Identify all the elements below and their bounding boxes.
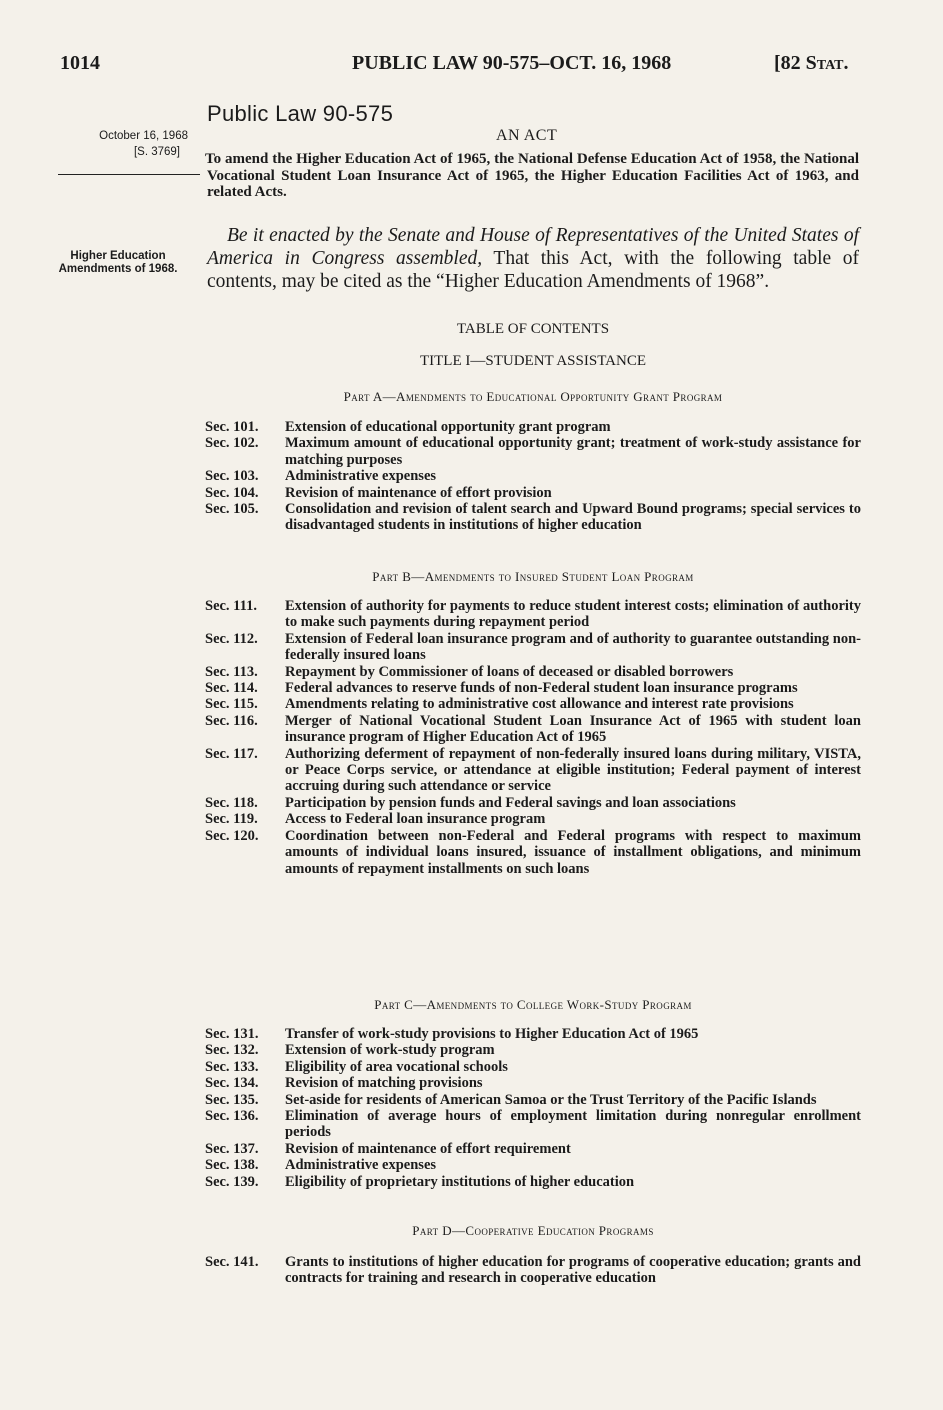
statutes-reference: [82 Stat. bbox=[774, 52, 849, 74]
section-number: Sec. 103. bbox=[205, 468, 259, 485]
section-number: Sec. 120. bbox=[205, 827, 259, 844]
enacting-clause-italic: Be it enacted by the Senate and House of Representatives of the United States of America in Congress assembled, bbox=[207, 225, 859, 269]
section-number: Sec. 118. bbox=[205, 794, 258, 811]
section-number: Sec. 116. bbox=[205, 712, 258, 729]
part-b-heading: Part B—Amendments to Insured Student Loan Program bbox=[372, 569, 694, 584]
section-title: Elimination of average hours of employment limitation during nonregular enrollment periods bbox=[285, 1108, 861, 1141]
section-number: Sec. 105. bbox=[205, 501, 259, 518]
public-law-title: Public Law 90-575 bbox=[207, 101, 394, 126]
section-title: Federal advances to reserve funds of non-Federal student loan insurance programs bbox=[285, 680, 798, 697]
margin-divider bbox=[58, 174, 200, 175]
margin-date: October 16, 1968 bbox=[99, 130, 188, 142]
section-title: Revision of matching provisions bbox=[285, 1075, 483, 1092]
section-title: Transfer of work-study provisions to Higher Education Act of 1965 bbox=[285, 1026, 699, 1042]
section-title: Extension of work-study program bbox=[285, 1042, 495, 1059]
section-number: Sec. 133. bbox=[205, 1058, 259, 1075]
margin-short-title: Higher Education Amendments of 1968. bbox=[58, 250, 178, 275]
section-title: Set-aside for residents of American Samoa or the Trust Territory of the Pacific Islands bbox=[285, 1091, 817, 1108]
section-title: Extension of educational opportunity grant program bbox=[285, 419, 611, 435]
toc-section-item bbox=[205, 1157, 861, 1173]
toc-section-item bbox=[205, 1254, 861, 1287]
section-title: Extension of Federal loan insurance program and of authority to guarantee outstanding non-federally insured loans bbox=[285, 630, 861, 664]
section-number: Sec. 134. bbox=[205, 1075, 259, 1092]
toc-section-item bbox=[205, 680, 861, 696]
enacting-clause-rest: That this Act, with the following table of contents, may be cited as the “Higher Education Amendments of 1968”. bbox=[207, 248, 860, 292]
section-number: Sec. 135. bbox=[205, 1091, 259, 1108]
toc-section-item bbox=[205, 598, 861, 631]
toc-section-item bbox=[205, 501, 861, 534]
toc-title: TABLE OF CONTENTS bbox=[456, 321, 610, 337]
toc-section-item bbox=[205, 419, 861, 435]
section-title: Revision of maintenance of effort requirement bbox=[285, 1140, 571, 1157]
act-purpose: To amend the Higher Education Act of 1965, the National Defense Education Act of 1958, the National Vocational Student Loan Insurance Act of 1965, the Higher Education Facilities Act of 1963, and related Acts. bbox=[205, 151, 859, 200]
margin-bill-number: [S. 3769] bbox=[133, 146, 180, 158]
section-number: Sec. 141. bbox=[205, 1254, 259, 1270]
section-number: Sec. 112. bbox=[205, 630, 258, 647]
toc-section-item bbox=[205, 468, 861, 484]
section-title: Merger of National Vocational Student Loan Insurance Act of 1965 with student loan insurance program of Higher Education Act of 1965 bbox=[285, 712, 861, 746]
toc-section-item bbox=[205, 1042, 861, 1058]
section-number: Sec. 111. bbox=[205, 598, 257, 614]
section-title: Amendments relating to administrative cost allowance and interest rate provisions bbox=[285, 696, 794, 713]
part-a-sections bbox=[205, 419, 861, 534]
toc-section-item bbox=[205, 1108, 861, 1141]
toc-section-item bbox=[205, 1026, 861, 1042]
act-label: AN ACT bbox=[496, 127, 558, 144]
section-title: Administrative expenses bbox=[285, 468, 437, 485]
section-number: Sec. 136. bbox=[205, 1108, 259, 1125]
toc-section-item bbox=[205, 664, 861, 680]
toc-section-item bbox=[205, 631, 861, 664]
toc-section-item bbox=[205, 1141, 861, 1157]
section-title: Access to Federal loan insurance program bbox=[285, 811, 546, 828]
toc-section-item bbox=[205, 1092, 861, 1108]
section-number: Sec. 113. bbox=[205, 663, 258, 680]
toc-section-item bbox=[205, 746, 861, 795]
section-number: Sec. 139. bbox=[205, 1173, 259, 1190]
section-title: Authorizing deferment of repayment of non-federally insured loans during military, VISTA, or Peace Corps service, or attendance at eligible institution; Federal payment of interest accruing during such attendance or service bbox=[285, 745, 861, 795]
toc-section-item bbox=[205, 696, 861, 712]
part-d-sections bbox=[205, 1254, 861, 1287]
section-number: Sec. 101. bbox=[205, 419, 259, 435]
part-d-heading: Part D—Cooperative Education Programs bbox=[412, 1223, 654, 1238]
section-number: Sec. 117. bbox=[205, 745, 258, 762]
section-number: Sec. 114. bbox=[205, 680, 258, 697]
page-number: 1014 bbox=[60, 52, 100, 74]
section-number: Sec. 104. bbox=[205, 484, 259, 501]
toc-section-item bbox=[205, 485, 861, 501]
section-title: Consolidation and revision of talent search and Upward Bound programs; special services to disadvantaged students in institutions of higher education bbox=[285, 501, 861, 534]
toc-section-item bbox=[205, 795, 861, 811]
toc-section-item bbox=[205, 435, 861, 468]
section-title: Revision of maintenance of effort provision bbox=[285, 484, 552, 501]
section-number: Sec. 138. bbox=[205, 1157, 259, 1174]
section-title: Eligibility of proprietary institutions of higher education bbox=[285, 1173, 635, 1190]
section-title: Coordination between non-Federal and Federal programs with respect to maximum amounts of individual loans insured, issuance of installment obligations, and minimum amounts of repayment installments on such loans bbox=[285, 827, 861, 877]
section-number: Sec. 131. bbox=[205, 1026, 259, 1042]
toc-section-item bbox=[205, 1075, 861, 1091]
toc-section-item bbox=[205, 828, 861, 877]
part-a-heading: Part A—Amendments to Educational Opportunity Grant Program bbox=[343, 389, 723, 404]
toc-section-item bbox=[205, 713, 861, 746]
enacting-clause bbox=[207, 224, 859, 293]
section-number: Sec. 132. bbox=[205, 1042, 259, 1059]
section-title: Eligibility of area vocational schools bbox=[285, 1058, 508, 1075]
section-title: Maximum amount of educational opportunity grant; treatment of work-study assistance for matching purposes bbox=[285, 435, 861, 468]
toc-section-item bbox=[205, 1174, 861, 1190]
section-title: Administrative expenses bbox=[285, 1157, 437, 1174]
section-title: Participation by pension funds and Federal savings and loan associations bbox=[285, 794, 736, 811]
section-title: Grants to institutions of higher education for programs of cooperative education; grants and contracts for training and research in cooperative education bbox=[285, 1254, 861, 1287]
toc-section-item bbox=[205, 811, 861, 827]
title-heading: TITLE I—STUDENT ASSISTANCE bbox=[419, 353, 647, 369]
section-title: Repayment by Commissioner of loans of deceased or disabled borrowers bbox=[285, 663, 734, 680]
section-number: Sec. 102. bbox=[205, 435, 259, 452]
part-c-heading: Part C—Amendments to College Work-Study Program bbox=[374, 997, 692, 1012]
toc-section-item bbox=[205, 1059, 861, 1075]
section-number: Sec. 137. bbox=[205, 1140, 259, 1157]
running-head: PUBLIC LAW 90-575–OCT. 16, 1968 bbox=[352, 52, 672, 74]
part-b-sections bbox=[205, 598, 861, 877]
part-c-sections bbox=[205, 1026, 861, 1190]
section-number: Sec. 119. bbox=[205, 811, 258, 828]
section-number: Sec. 115. bbox=[205, 696, 258, 713]
section-title: Extension of authority for payments to reduce student interest costs; elimination of authority to make such payments during repayment period bbox=[285, 598, 861, 631]
